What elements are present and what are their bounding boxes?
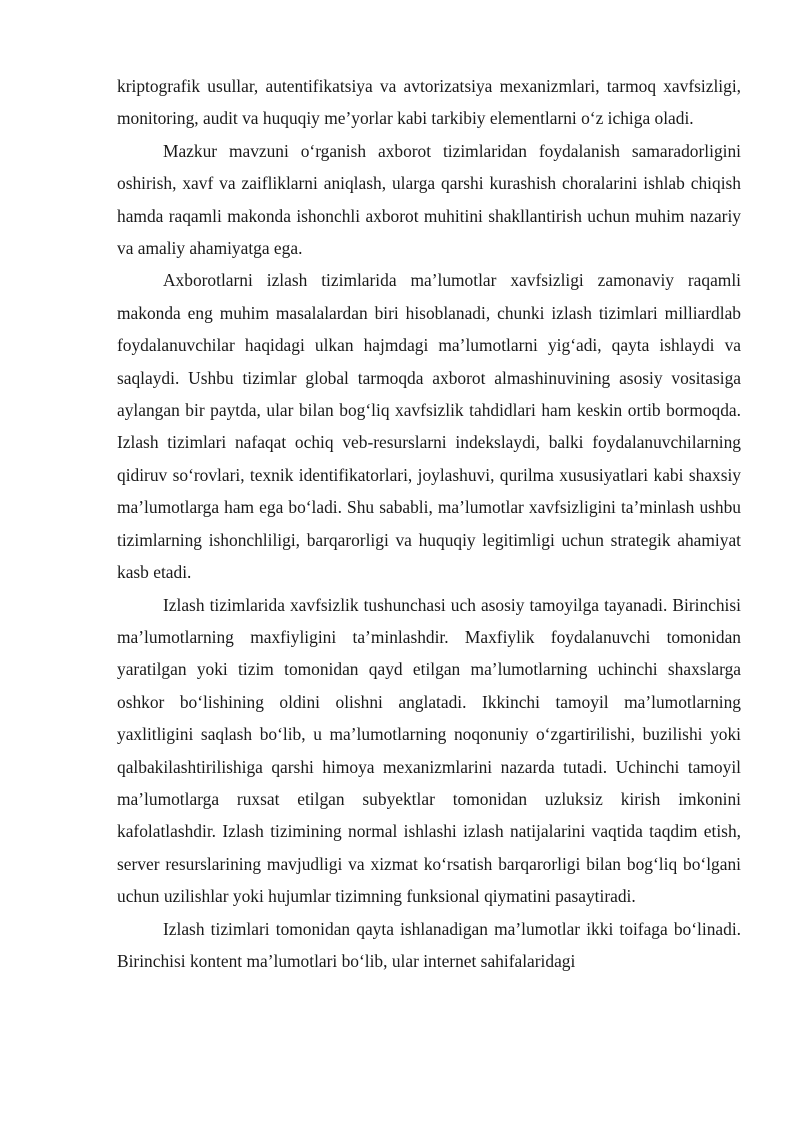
paragraph: Izlash tizimlari tomonidan qayta ishlanadigan ma’lumotlar ikki toifaga bo‘linadi. Birinchisi kontent ma’lumotlari bo‘lib, ular internet sahifalaridagi bbox=[117, 918, 741, 971]
paragraph: Izlash tizimlarida xavfsizlik tushunchasi uch asosiy tamoyilga tayanadi. Birinchisi ma’lumotlarning maxfiyligini ta’minlashdir. Maxfiylik foydalanuvchi tomonidan yaratilgan yoki tizim tomonidan qayd etilgan ma’lumotlarning uchinchi shaxslarga oshkor bo‘lishining oldini olishni anglatadi. Ikkinchi tamoyil ma’lumotlarning yaxlitligini saqlash bo‘lib, u ma’lumotlarning noqonuniy o‘zgartirilishi, buzilishi yoki qalbakilashtirilishiga qarshi himoya mexanizmlarini nazarda tutadi. Uchinchi tamoyil ma’lumotlarga ruxsat etilgan subyektlar tomonidan uzluksiz kirish imkonini kafolatlashdir. Izlash tizimining normal ishlashi izlash natijalarini vaqtida taqdim etish, server resurslarining mavjudligi va xizmat ko‘rsatish barqarorligi bilan bog‘liq bo‘lgani uchun uzilishlar yoki hujumlar tizimning funksional qiymatini pasaytiradi. bbox=[117, 594, 741, 907]
paragraph-continuation: kriptografik usullar, autentifikatsiya va avtorizatsiya mexanizmlari, tarmoq xavfsizligi, monitoring, audit va huquqiy me’yorlar kabi tarkibiy elementlarni o‘z ichiga oladi. bbox=[117, 76, 741, 129]
body-text bbox=[117, 70, 741, 977]
paragraph: Axborotlarni izlash tizimlarida ma’lumotlar xavfsizligi zamonaviy raqamli makonda eng muhim masalalardan biri hisoblanadi, chunki izlash tizimlari milliardlab foydalanuvchilar haqidagi ulkan hajmdagi ma’lumotlarni yig‘adi, qayta ishlaydi va saqlaydi. Ushbu tizimlar global tarmoqda axborot almashinuvining asosiy vositasiga aylangan bir paytda, ular bilan bog‘liq xavfsizlik tahdidlari ham keskin ortib bormoqda. Izlash tizimlari nafaqat ochiq veb-resurslarni indekslaydi, balki foydalanuvchilarning qidiruv so‘rovlari, texnik identifikatorlari, joylashuvi, qurilma xususiyatlari kabi shaxsiy ma’lumotlarga ham ega bo‘ladi. Shu sababli, ma’lumotlar xavfsizligini ta’minlash ushbu tizimlarning ishonchliligi, barqarorligi va huquqiy legitimligi uchun strategik ahamiyat kasb etadi. bbox=[117, 270, 741, 583]
paragraph: Mazkur mavzuni o‘rganish axborot tizimlaridan foydalanish samaradorligini oshirish, xavf va zaifliklarni aniqlash, ularga qarshi kurashish choralarini ishlab chiqish hamda raqamli makonda ishonchli axborot muhitini shakllantirish uchun muhim nazariy va amaliy ahamiyatga ega. bbox=[117, 140, 741, 259]
